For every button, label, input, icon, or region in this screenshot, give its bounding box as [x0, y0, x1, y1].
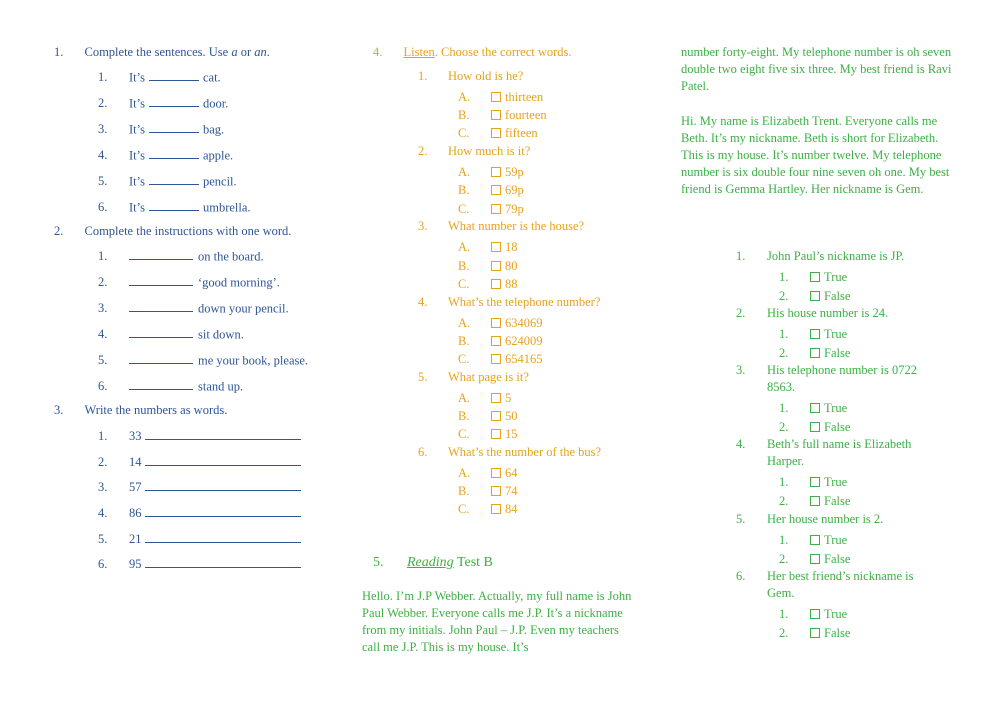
- checkbox[interactable]: [491, 504, 501, 514]
- section-2-heading: [54, 224, 291, 239]
- checkbox[interactable]: [491, 486, 501, 496]
- question-number: 4.: [418, 294, 428, 309]
- question-number: 1.: [418, 69, 428, 83]
- checkbox[interactable]: [810, 554, 820, 564]
- section-number: 1.: [54, 45, 64, 59]
- list-item: [98, 479, 301, 495]
- tf-option[interactable]: [779, 475, 847, 490]
- list-item: [98, 121, 224, 137]
- section-number: 3.: [54, 403, 64, 417]
- tf-option[interactable]: [779, 401, 847, 416]
- checkbox[interactable]: [810, 535, 820, 545]
- option-letter: A.: [458, 390, 471, 405]
- option-number: 1.: [779, 607, 789, 621]
- section-5-heading: [373, 555, 493, 571]
- section-3-heading: [54, 403, 227, 418]
- section-1-heading: [54, 45, 270, 60]
- number-value: 86: [129, 506, 142, 521]
- tf-option[interactable]: [779, 346, 850, 361]
- checkbox[interactable]: [491, 167, 501, 177]
- section-title: Write the numbers as words.: [84, 403, 228, 417]
- option-text: True: [824, 533, 848, 547]
- answer-option[interactable]: [458, 108, 547, 123]
- tf-option[interactable]: [779, 607, 847, 622]
- question-number: 2.: [418, 144, 428, 159]
- tf-question: [736, 248, 936, 265]
- list-item: [98, 505, 301, 521]
- item-number: 4.: [98, 327, 108, 342]
- question-text: Her best friend’s nickname is Gem.: [767, 569, 914, 600]
- answer-option[interactable]: [458, 484, 518, 499]
- option-number: 2.: [779, 625, 789, 640]
- item-prefix: It’s: [129, 70, 145, 85]
- list-item: [98, 147, 233, 163]
- list-item: [98, 326, 244, 342]
- checkbox[interactable]: [810, 403, 820, 413]
- option-text: thirteen: [505, 90, 544, 104]
- section-number: 4.: [373, 45, 383, 59]
- checkbox[interactable]: [810, 329, 820, 339]
- option-text: 74: [505, 484, 518, 499]
- option-letter: C.: [458, 126, 470, 141]
- option-text: 64: [505, 466, 518, 480]
- number-value: 33: [129, 429, 142, 444]
- answer-blank[interactable]: [129, 326, 193, 338]
- question: [418, 370, 529, 385]
- option-text: 18: [505, 240, 518, 255]
- section-title: Complete the sentences. Use a or an.: [84, 45, 270, 59]
- checkbox[interactable]: [491, 128, 501, 138]
- item-prefix: It’s: [129, 96, 145, 111]
- answer-blank[interactable]: [129, 300, 193, 312]
- item-number: 3.: [98, 480, 108, 495]
- question-number: 4.: [736, 437, 746, 451]
- answer-blank[interactable]: [149, 121, 199, 133]
- option-text: 80: [505, 258, 518, 273]
- reading-paragraph-1: Hello. I’m J.P Webber. Actually, my full name is John Paul Webber. Everyone calls me J.P. It’s a nickname from my initials. John Paul – J.P. Even my teachers call me J.P. This is my house. It’s: [362, 589, 632, 654]
- question-text: How much is it?: [448, 144, 531, 159]
- list-item: [98, 199, 251, 215]
- option-number: 2.: [779, 493, 789, 508]
- tf-question: [736, 568, 936, 602]
- question-text: What’s the telephone number?: [448, 294, 601, 309]
- item-number: 5.: [98, 353, 108, 368]
- item-number: 6.: [98, 379, 108, 394]
- list-item: [98, 248, 264, 264]
- option-number: 2.: [779, 345, 789, 360]
- option-text: 79p: [505, 201, 524, 216]
- checkbox[interactable]: [810, 628, 820, 638]
- answer-option[interactable]: [458, 466, 518, 481]
- option-letter: A.: [458, 90, 471, 104]
- option-letter: B.: [458, 258, 470, 273]
- question-text: What’s the number of the bus?: [448, 445, 602, 459]
- option-text: True: [824, 475, 848, 489]
- option-text: True: [824, 607, 848, 621]
- list-item: [98, 173, 237, 189]
- option-number: 2.: [779, 419, 789, 434]
- tf-option[interactable]: [779, 552, 850, 567]
- checkbox[interactable]: [491, 468, 501, 478]
- tf-option[interactable]: [779, 420, 850, 435]
- checkbox[interactable]: [810, 291, 820, 301]
- option-letter: A.: [458, 240, 471, 255]
- question-number: 3.: [736, 363, 746, 377]
- answer-option[interactable]: [458, 202, 524, 217]
- question: [418, 445, 601, 460]
- answer-option[interactable]: [458, 259, 518, 274]
- option-text: True: [824, 327, 848, 341]
- checkbox[interactable]: [491, 110, 501, 120]
- tf-option[interactable]: [779, 289, 850, 304]
- answer-option[interactable]: [458, 126, 538, 141]
- option-letter: A.: [458, 466, 471, 480]
- item-suffix: on the board.: [198, 249, 264, 264]
- section-title: Listen. Choose the correct words.: [403, 45, 572, 59]
- list-item: [98, 556, 301, 572]
- option-text: 624009: [505, 333, 543, 348]
- answer-option[interactable]: [458, 391, 511, 406]
- question-text: John Paul’s nickname is JP.: [767, 249, 905, 263]
- option-text: True: [824, 270, 848, 284]
- option-letter: B.: [458, 183, 470, 198]
- item-number: 5.: [98, 531, 108, 546]
- answer-option[interactable]: [458, 316, 543, 331]
- answer-option[interactable]: [458, 427, 518, 442]
- section-4-heading: [373, 45, 572, 60]
- answer-blank[interactable]: [149, 199, 199, 211]
- item-number: 6.: [98, 200, 108, 215]
- section-number: 5.: [373, 555, 384, 570]
- answer-blank[interactable]: [149, 173, 199, 185]
- option-text: False: [824, 419, 851, 434]
- option-text: False: [824, 625, 851, 640]
- option-text: 84: [505, 502, 518, 517]
- checkbox[interactable]: [491, 429, 501, 439]
- option-letter: C.: [458, 276, 470, 291]
- number-value: 21: [129, 531, 142, 546]
- question-text: Her house number is 2.: [767, 512, 884, 526]
- option-number: 2.: [779, 551, 789, 566]
- option-text: 15: [505, 427, 518, 442]
- section-title: Reading Test B: [407, 555, 493, 570]
- question: [418, 144, 530, 159]
- answer-blank[interactable]: [149, 95, 199, 107]
- option-text: False: [824, 288, 851, 303]
- reading-paragraph-2: number forty-eight. My telephone number is oh seven double two eight five six three. My best friend is Ravi Patel.: [681, 45, 952, 93]
- item-suffix: umbrella.: [202, 200, 251, 215]
- list-item: [98, 69, 221, 85]
- section-title: Complete the instructions with one word.: [84, 224, 292, 238]
- tf-question: [736, 436, 936, 470]
- answer-option[interactable]: [458, 409, 518, 424]
- answer-option[interactable]: [458, 165, 524, 180]
- answer-blank[interactable]: [129, 352, 193, 364]
- item-suffix: door.: [202, 96, 229, 111]
- checkbox[interactable]: [491, 279, 501, 289]
- question-text: How old is he?: [448, 69, 524, 83]
- checkbox[interactable]: [491, 318, 501, 328]
- option-letter: C.: [458, 352, 470, 366]
- item-number: 1.: [98, 429, 108, 444]
- answer-option[interactable]: [458, 502, 518, 517]
- item-number: 2.: [98, 275, 108, 290]
- option-letter: B.: [458, 108, 470, 123]
- question-number: 1.: [736, 249, 746, 263]
- item-number: 3.: [98, 301, 108, 316]
- checkbox[interactable]: [491, 411, 501, 421]
- option-text: fifteen: [505, 126, 538, 141]
- option-letter: B.: [458, 333, 470, 348]
- option-text: 50: [505, 409, 518, 423]
- checkbox[interactable]: [810, 272, 820, 282]
- answer-line[interactable]: [145, 505, 301, 517]
- list-item: [98, 530, 301, 546]
- answer-option[interactable]: [458, 277, 518, 292]
- option-text: 59p: [505, 165, 524, 180]
- answer-blank[interactable]: [129, 274, 193, 286]
- option-number: 1.: [779, 533, 789, 547]
- option-text: 5: [505, 390, 512, 405]
- answer-line[interactable]: [145, 428, 301, 440]
- answer-line[interactable]: [145, 454, 301, 466]
- item-suffix: me your book, please.: [198, 353, 309, 368]
- tf-option[interactable]: [779, 533, 847, 548]
- option-text: 654165: [505, 352, 543, 366]
- checkbox[interactable]: [491, 204, 501, 214]
- checkbox[interactable]: [810, 496, 820, 506]
- option-letter: C.: [458, 427, 470, 442]
- question-text: His house number is 24.: [767, 306, 889, 320]
- item-prefix: It’s: [129, 200, 145, 215]
- option-text: 69p: [505, 183, 524, 198]
- option-number: 1.: [779, 270, 789, 284]
- tf-option[interactable]: [779, 494, 850, 509]
- question-text: What page is it?: [448, 369, 529, 384]
- item-number: 2.: [98, 96, 108, 111]
- option-text: False: [824, 493, 851, 508]
- number-value: 95: [129, 557, 142, 572]
- checkbox[interactable]: [491, 185, 501, 195]
- option-text: 634069: [505, 315, 543, 330]
- option-letter: A.: [458, 165, 471, 180]
- item-suffix: stand up.: [198, 379, 244, 394]
- checkbox[interactable]: [810, 609, 820, 619]
- checkbox[interactable]: [491, 336, 501, 346]
- section-number: 2.: [54, 224, 64, 238]
- option-number: 1.: [779, 475, 789, 489]
- item-number: 5.: [98, 174, 108, 189]
- option-letter: B.: [458, 484, 470, 499]
- answer-blank[interactable]: [129, 248, 193, 260]
- checkbox[interactable]: [810, 422, 820, 432]
- tf-option[interactable]: [779, 270, 847, 285]
- list-item: [98, 378, 243, 394]
- answer-blank[interactable]: [149, 147, 199, 159]
- question-number: 6.: [418, 445, 428, 459]
- item-suffix: cat.: [202, 70, 221, 85]
- checkbox[interactable]: [810, 348, 820, 358]
- answer-option[interactable]: [458, 183, 524, 198]
- question: [418, 295, 600, 310]
- list-item: [98, 274, 280, 290]
- answer-option[interactable]: [458, 240, 518, 255]
- option-letter: C.: [458, 502, 470, 517]
- answer-line[interactable]: [145, 556, 301, 568]
- question-number: 3.: [418, 219, 428, 234]
- item-number: 6.: [98, 557, 108, 572]
- item-prefix: It’s: [129, 122, 145, 137]
- question: [418, 69, 523, 84]
- item-number: 2.: [98, 454, 108, 469]
- item-suffix: sit down.: [198, 327, 244, 342]
- checkbox[interactable]: [491, 354, 501, 364]
- item-suffix: ‘good morning’.: [198, 275, 280, 290]
- number-value: 14: [129, 454, 142, 469]
- item-number: 3.: [98, 122, 108, 137]
- answer-option[interactable]: [458, 334, 543, 349]
- answer-option[interactable]: [458, 352, 543, 367]
- tf-question: [736, 511, 936, 528]
- question-text: What number is the house?: [448, 219, 585, 234]
- number-value: 57: [129, 480, 142, 495]
- answer-line[interactable]: [145, 479, 301, 491]
- list-item: [98, 95, 228, 111]
- question-text: Beth’s full name is Elizabeth Harper.: [767, 437, 912, 468]
- option-number: 1.: [779, 401, 789, 415]
- list-item: [98, 428, 301, 444]
- checkbox[interactable]: [491, 242, 501, 252]
- question-number: 6.: [736, 569, 746, 583]
- item-number: 4.: [98, 506, 108, 521]
- question-text: His telephone number is 0722 8563.: [767, 363, 917, 394]
- item-suffix: pencil.: [202, 174, 237, 189]
- option-letter: C.: [458, 201, 470, 216]
- option-text: True: [824, 401, 848, 415]
- reading-paragraph-3: Hi. My name is Elizabeth Trent. Everyone calls me Beth. It’s my nickname. Beth is short for Elizabeth. This is my house. It’s number twelve. My telephone number is six double four nine seven oh one. My best friend is Gemma Hartley. Her nickname is Gem.: [681, 114, 950, 196]
- item-suffix: down your pencil.: [198, 301, 289, 316]
- tf-option[interactable]: [779, 626, 850, 641]
- answer-line[interactable]: [145, 530, 301, 542]
- checkbox[interactable]: [491, 261, 501, 271]
- question: [418, 219, 584, 234]
- option-number: 2.: [779, 288, 789, 303]
- list-item: [98, 352, 308, 368]
- tf-option[interactable]: [779, 327, 847, 342]
- option-number: 1.: [779, 327, 789, 341]
- question-number: 5.: [418, 369, 428, 384]
- checkbox[interactable]: [491, 92, 501, 102]
- option-text: False: [824, 345, 851, 360]
- item-number: 4.: [98, 148, 108, 163]
- option-letter: B.: [458, 409, 470, 423]
- answer-option[interactable]: [458, 90, 543, 105]
- question-number: 5.: [736, 512, 746, 526]
- list-item: [98, 454, 301, 470]
- tf-question: [736, 362, 936, 396]
- item-number: 1.: [98, 249, 108, 264]
- answer-blank[interactable]: [149, 69, 199, 81]
- option-text: False: [824, 551, 851, 566]
- item-suffix: bag.: [202, 122, 225, 137]
- option-text: 88: [505, 276, 518, 291]
- item-prefix: It’s: [129, 174, 145, 189]
- list-item: [98, 300, 289, 316]
- checkbox[interactable]: [491, 393, 501, 403]
- option-letter: A.: [458, 315, 471, 330]
- item-suffix: apple.: [202, 148, 234, 163]
- tf-question: [736, 305, 936, 322]
- checkbox[interactable]: [810, 477, 820, 487]
- question-number: 2.: [736, 306, 746, 320]
- answer-blank[interactable]: [129, 378, 193, 390]
- item-prefix: It’s: [129, 148, 145, 163]
- item-number: 1.: [98, 70, 108, 85]
- option-text: fourteen: [505, 108, 547, 123]
